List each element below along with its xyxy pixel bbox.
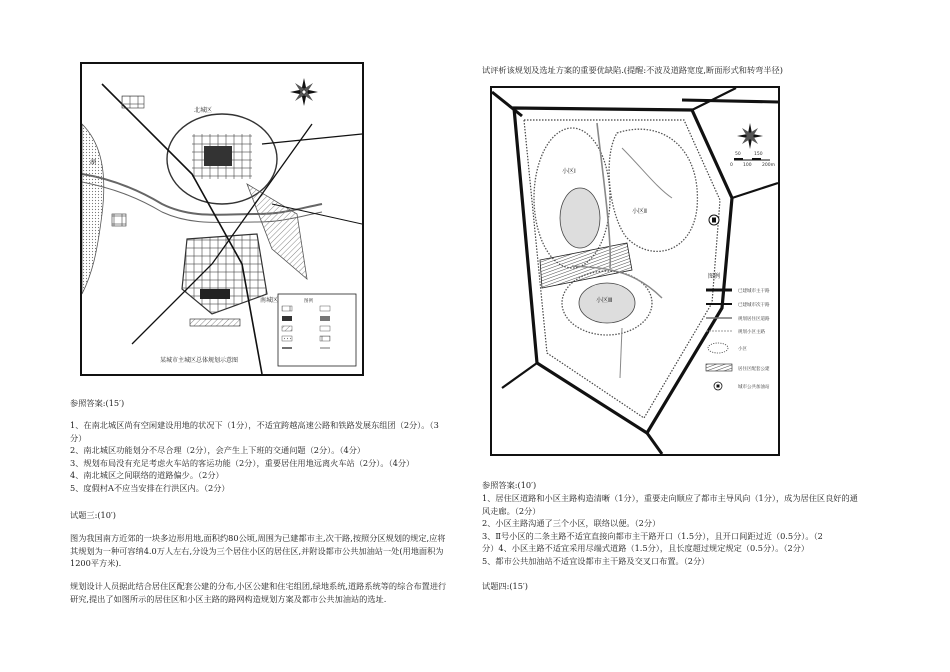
left-answer-heading [70, 397, 124, 410]
compass-rose-icon [737, 123, 763, 149]
right-answers [482, 492, 858, 568]
scale-bar [730, 151, 775, 168]
question3-body-2 [70, 580, 446, 605]
prompt-line: 试评析该规划及选址方案的重要优缺陷.(提醒:不波及道路宽度,断面形式和转弯半径) [482, 65, 783, 75]
residential-plan-map [490, 86, 780, 456]
legend-item: 已建城市主干路 [738, 289, 770, 294]
legend-item: 已建城市次干路 [738, 303, 770, 308]
legend-item: 居住区配套公建 [738, 367, 770, 372]
question3-body [70, 532, 446, 570]
left-map-title: 某城市主城区总体规划示意图 [160, 357, 239, 364]
left-legend-title: 图例 [304, 299, 313, 304]
answer-line: 5、都市公共加油站不适宜设都市主干路及交叉口布置。（2分） [482, 555, 710, 566]
question3-heading [70, 509, 116, 522]
legend-item: 城市公共加油站 [738, 385, 770, 390]
city-map-drawing [82, 64, 362, 374]
question-line: 图为我国南方近郊的一块多边形用地,面积约80公顷,周围为已建都市主,次干路,按照分区规划的规定,应将 [70, 533, 446, 543]
answer-line: 分）4、小区主路不适宜采用尽端式道路（1.5分），且长度超过规定规定（0.5分）。（2分） [482, 543, 810, 554]
legend-item: 规划居住区道路 [738, 317, 770, 322]
question-heading: 试题三:(10′) [70, 510, 116, 520]
gas-station-icon [709, 215, 719, 225]
answer-line: 5、度假村A不应当安排在行洪区内。（2分） [70, 482, 230, 493]
answer-heading: 参照答案:(15′) [70, 398, 125, 408]
legend-item: 规划小区主路 [738, 330, 765, 335]
right-answer-heading [482, 479, 536, 492]
question-line: 研究,提出了如图所示的居住区和小区主路的路网构造规划方案及都市公共加油站的选址. [70, 593, 387, 604]
scale-label: 50 [735, 152, 741, 157]
question-heading: 试题四:(15′) [482, 581, 528, 591]
map-west-label: 湖 [90, 159, 97, 166]
city-master-plan-map [80, 62, 364, 376]
answer-line: 4、南北城区之间联络的道路偏少。（2分） [70, 470, 224, 481]
scale-label: 0 [730, 163, 733, 168]
map-south-district: 南城区 [260, 297, 279, 304]
residential-map-drawing [492, 88, 778, 454]
answer-line: 3、Ⅱ号小区的二条主路不适宜直接向都市主干路开口（1.5分），且开口间距过近（0.5分）。（2 [482, 530, 823, 541]
answer-line: 1、居住区道路和小区主路构造清晰（1分），重要走向顺应了都市主导风向（1分），成为居住区良好的通 [482, 493, 858, 503]
right-prompt [482, 64, 783, 77]
scale-label: 150 [754, 152, 763, 157]
north-arrow-icon [290, 78, 318, 106]
scale-label: 100 [743, 163, 752, 168]
right-legend-title: 图例 [708, 273, 721, 280]
legend-item: 小区 [738, 347, 747, 352]
right-legend [706, 272, 770, 390]
map-north-district: 北城区 [194, 107, 213, 114]
question-line: 其规划为一种可容纳4.0万人左右,分设为三个居住小区的居住区,并附设都市公共加油站一处(用地面积为 [70, 545, 444, 556]
zone-2-label: 小区Ⅱ [632, 208, 647, 215]
zone-3-label: 小区Ⅲ [596, 297, 613, 304]
answer-line: 2、小区主路沟通了三个小区，联络以便。（2分） [482, 518, 661, 529]
answer-line: 风走廊。（2分） [482, 505, 541, 516]
answer-line: 1、在南北城区尚有空闲建设用地的状况下（1分），不适宜跨越高速公路和铁路发展东组团（2分）。（3 [70, 420, 439, 430]
answer-line: 分） [70, 432, 87, 443]
question-line: 规划设计人员据此结合居住区配套公建的分布,小区公建和住宅组团,绿地系统,道路系统等的综合布置进行 [70, 581, 447, 591]
left-answers [70, 419, 439, 495]
scale-label: 200m [762, 163, 775, 168]
answer-line: 2、南北城区功能划分不尽合理（2分），会产生上下班的交通问题（2分）。（4分） [70, 445, 366, 456]
question4-heading [482, 580, 528, 593]
answer-heading: 参照答案:(10′) [482, 480, 537, 490]
zone-1-label: 小区Ⅰ [562, 168, 576, 175]
answer-line: 3、规划布局没有充足考虑火车站的客运功能（2分），重要居住用地远离火车站（2分）。（4分） [70, 457, 415, 468]
question-line: 1200平方米). [70, 558, 122, 569]
